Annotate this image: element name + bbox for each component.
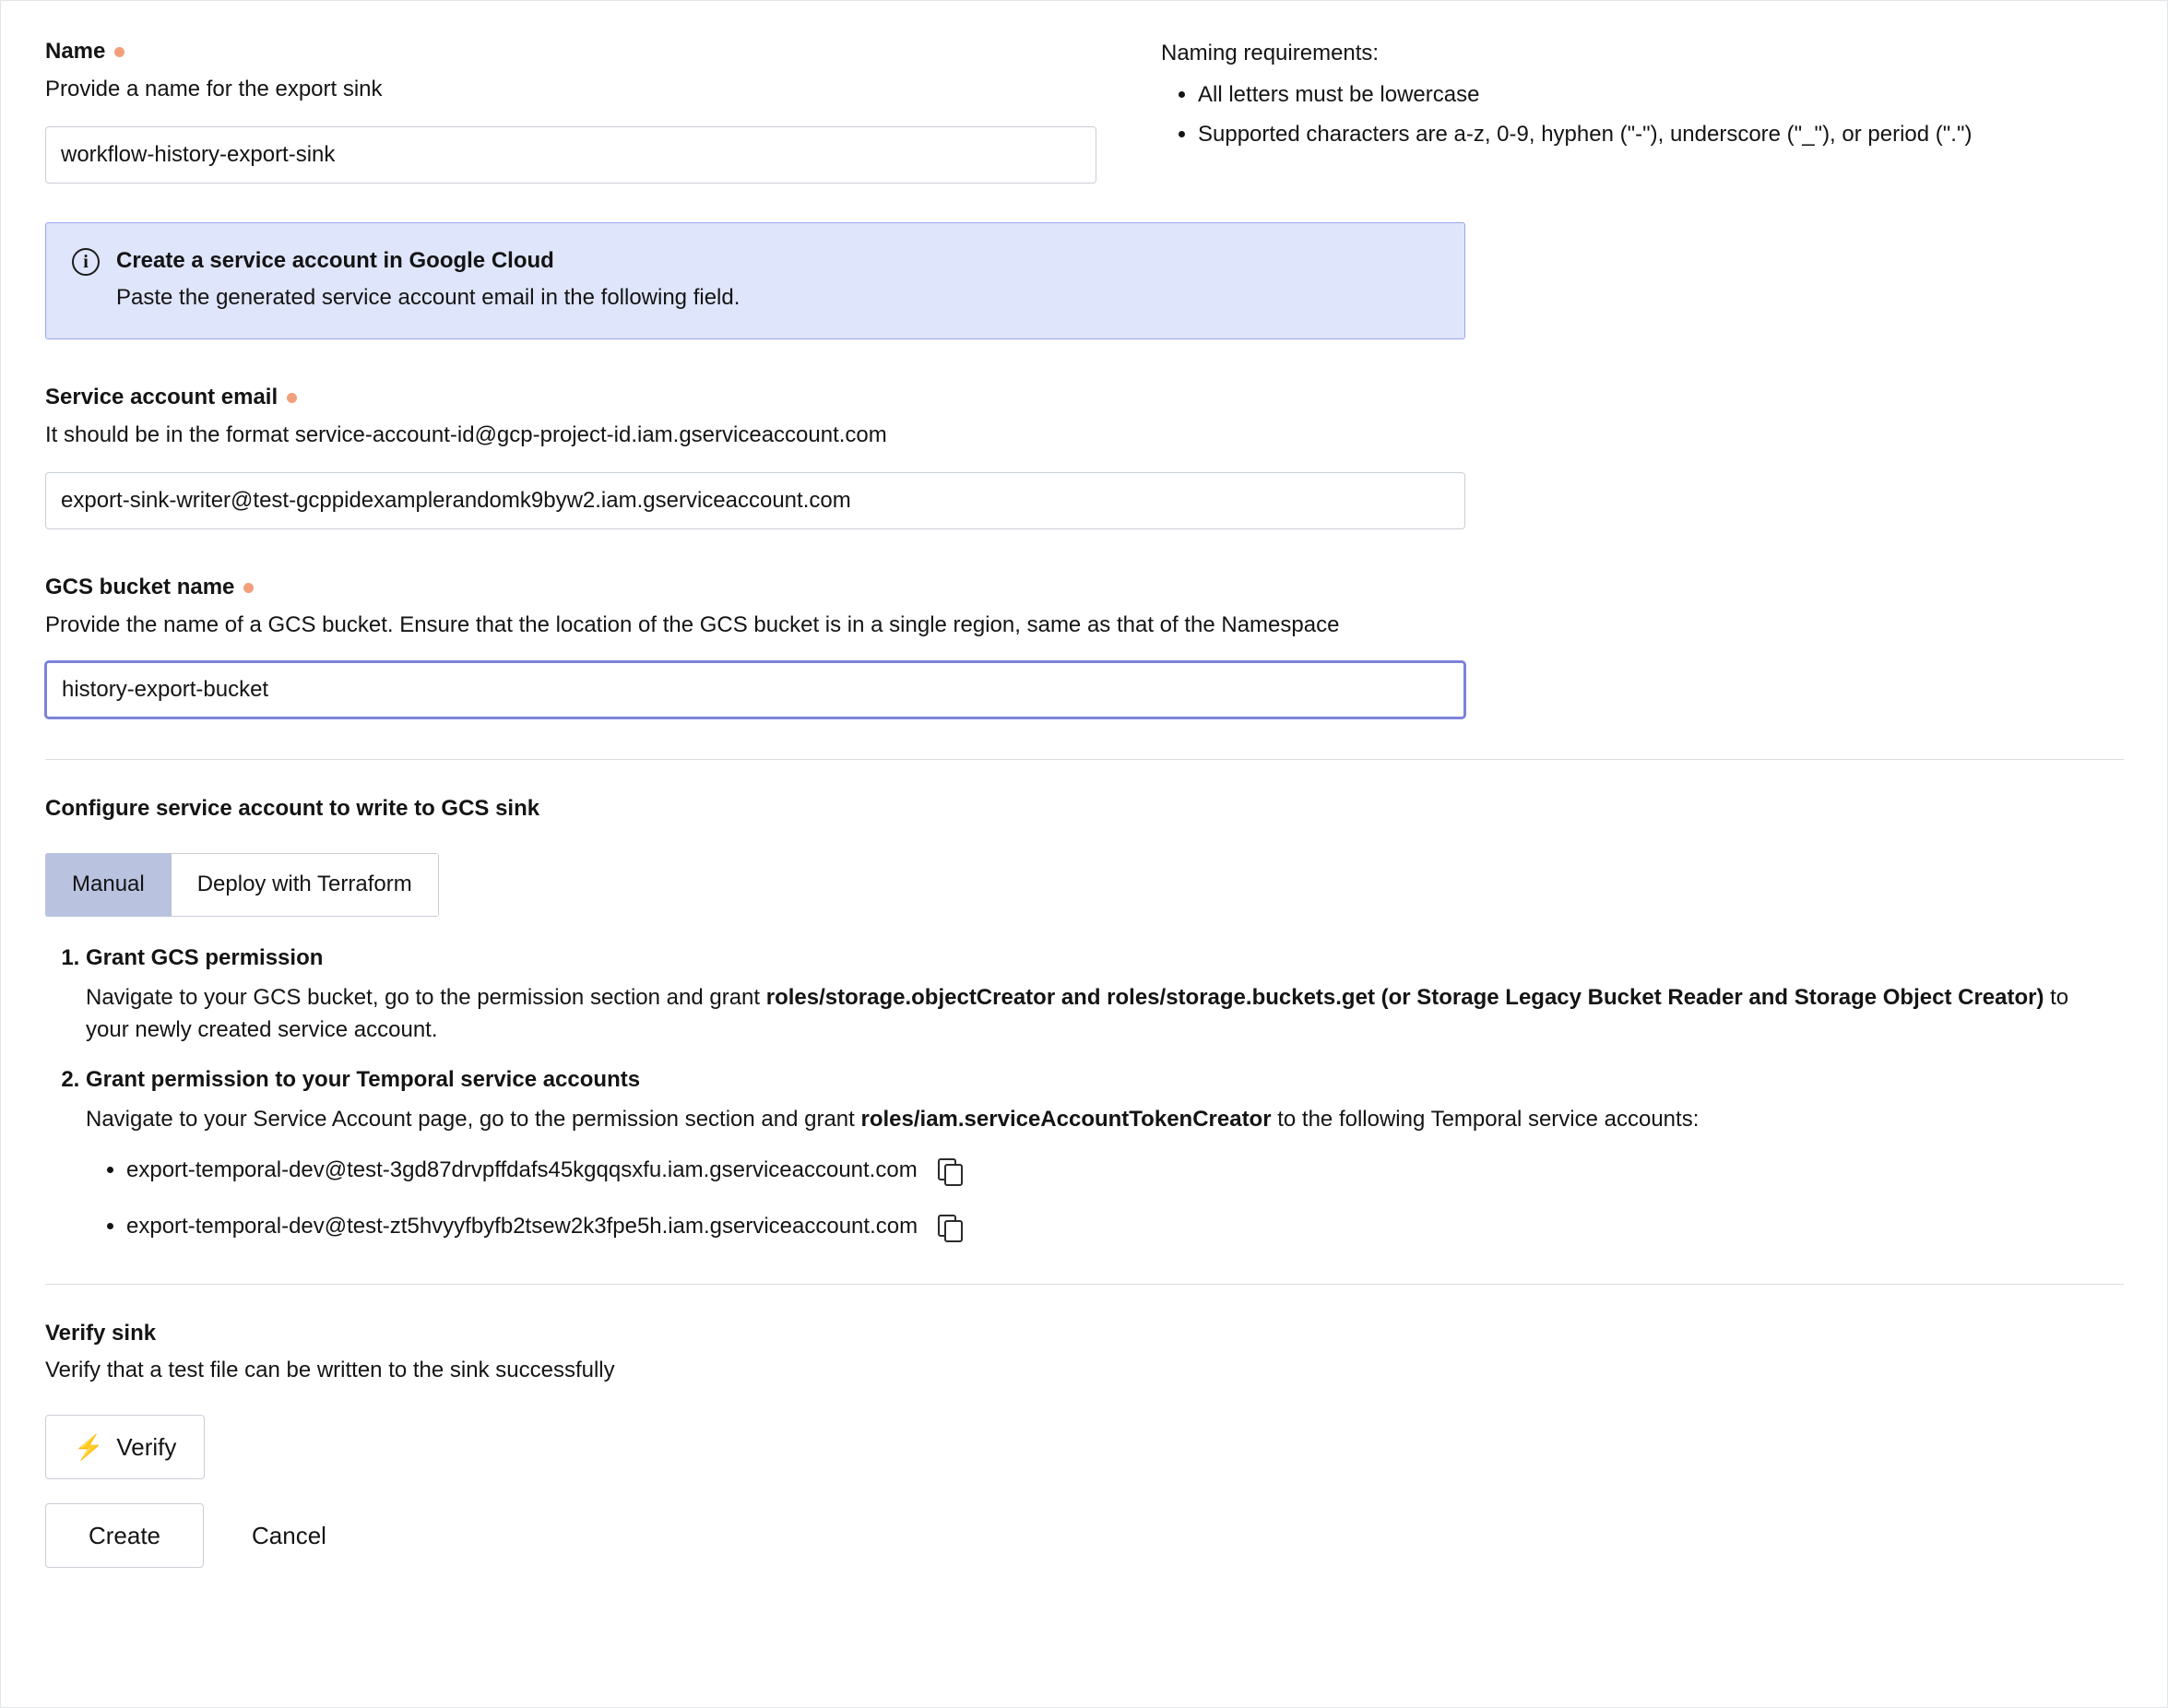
cancel-button[interactable]: Cancel (235, 1503, 343, 1568)
verify-button-label: Verify (116, 1432, 177, 1461)
configure-heading: Configure service account to write to GCS sink (45, 796, 540, 822)
service-account-info-box (45, 222, 1465, 340)
tab-deploy-with-terraform[interactable]: Deploy with Terraform (172, 853, 439, 917)
required-indicator-icon (287, 393, 297, 403)
info-box-text (116, 245, 740, 315)
required-indicator-icon (114, 47, 124, 57)
step-grant-temporal-permission (86, 1064, 2123, 1242)
gcs-bucket-label-text: GCS bucket name (45, 574, 235, 599)
name-description: Provide a name for the export sink (45, 76, 383, 101)
step-grant-gcs-permission (86, 943, 2123, 1046)
create-button[interactable]: Create (45, 1503, 204, 1568)
gcs-bucket-label (45, 572, 2123, 604)
name-label (45, 36, 1096, 68)
step-body-pre: Navigate to your Service Account page, go to the permission section and grant (86, 1107, 861, 1133)
tab-manual[interactable]: Manual (45, 853, 172, 917)
service-account-email-input[interactable] (45, 472, 1465, 529)
info-box-title: Create a service account in Google Cloud (116, 247, 554, 273)
gcs-bucket-field-group (45, 572, 2123, 719)
name-input[interactable] (45, 126, 1096, 184)
service-account-email-text: • export-temporal-dev@test-zt5hvyyfbyfb2tsew2k3fpe5h.iam.gserviceaccount.com (126, 1213, 918, 1239)
divider (45, 1284, 2124, 1285)
service-account-email-field-group (45, 382, 2123, 529)
step-body-post: to your newly created service account. (86, 984, 2069, 1042)
list-item (126, 1211, 2123, 1243)
form-footer (45, 1503, 2123, 1595)
step-body (86, 1104, 2105, 1136)
service-account-row (126, 1211, 960, 1243)
naming-requirement-item: • All letters must be lowercase (1198, 79, 2123, 112)
step-body-bold: roles/iam.serviceAccountTokenCreator (860, 1107, 1272, 1133)
name-field-group (45, 36, 1096, 184)
naming-requirements (1096, 36, 2123, 158)
naming-requirements-list (1161, 79, 2123, 151)
copy-icon[interactable] (938, 1215, 960, 1239)
verify-button-row (45, 1415, 2123, 1479)
verify-button[interactable] (45, 1415, 205, 1479)
temporal-service-accounts-list (86, 1155, 2123, 1243)
gcs-bucket-description: Provide the name of a GCS bucket. Ensure that the location of the GCS bucket is in a single region, same as that of the Namespace (45, 611, 1340, 637)
copy-icon[interactable] (938, 1158, 960, 1182)
name-label-text: Name (45, 39, 106, 64)
required-indicator-icon (243, 583, 254, 593)
verify-sink-title: Verify sink (45, 1320, 157, 1346)
divider (45, 759, 2124, 760)
service-account-email-label-text: Service account email (45, 385, 278, 410)
step-body-pre: Navigate to your GCS bucket, go to the permission section and grant (86, 984, 766, 1010)
top-section (45, 36, 2123, 184)
bolt-icon: ⚡ (74, 1433, 104, 1462)
service-account-email-text: • export-temporal-dev@test-3gd87drvpffdafs45kgqqsxfu.iam.gserviceaccount.com (126, 1156, 918, 1182)
naming-requirements-title: Naming requirements: (1161, 41, 1380, 65)
gcs-bucket-input[interactable] (45, 661, 1465, 718)
step-title: Grant permission to your Temporal service accounts (86, 1067, 641, 1093)
list-item (126, 1155, 2123, 1187)
verify-sink-description: Verify that a test file can be written to the sink successfully (45, 1358, 615, 1383)
step-body (86, 982, 2105, 1047)
manual-steps-list (45, 943, 2123, 1243)
service-account-row (126, 1155, 960, 1187)
naming-requirement-item: • Supported characters are a-z, 0-9, hyphen ("-"), underscore ("_"), or period (".") (1198, 119, 2123, 151)
service-account-email-label (45, 382, 2123, 414)
service-account-email-description: It should be in the format service-account-id@gcp-project-id.iam.gserviceaccount.com (45, 421, 887, 447)
step-body-bold: roles/storage.objectCreator and roles/storage.buckets.get (or Storage Legacy Bucket Reader and Storage Object Creator) (765, 984, 2044, 1010)
step-title: Grant GCS permission (86, 944, 324, 970)
info-icon: i (72, 248, 100, 276)
info-box-subtitle: Paste the generated service account email in the following field. (116, 285, 740, 311)
configure-method-tabs[interactable] (45, 853, 439, 917)
step-body-post: to the following Temporal service accounts: (1271, 1107, 1700, 1133)
